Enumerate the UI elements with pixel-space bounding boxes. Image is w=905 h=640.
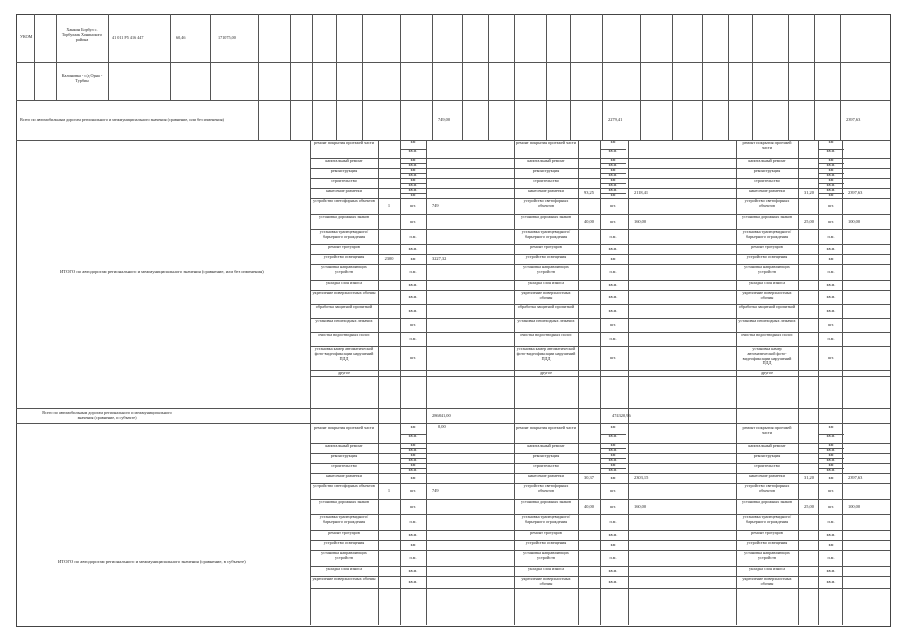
unit-label: кв.м. xyxy=(608,532,618,537)
cost-value: 2118,41 xyxy=(634,190,649,195)
work-type-label: установка пешеходных лежачих xyxy=(517,318,575,323)
unit-label: кв.м. xyxy=(826,532,836,537)
work-type-label: ремонт тротуаров xyxy=(530,530,562,535)
unit-label: км xyxy=(828,139,834,144)
unit-label: кв.м. xyxy=(408,568,418,573)
unit-label: кв.м. xyxy=(408,162,418,167)
row-divider xyxy=(310,244,890,245)
work-type-label: нанесение разметки xyxy=(749,473,785,478)
work-type-label: установка дорожных знаков xyxy=(742,214,792,219)
unit-label: км xyxy=(828,424,834,429)
unit-label: кв.м. xyxy=(608,568,618,573)
unit-label: км xyxy=(828,542,834,547)
work-type-label: строительство xyxy=(533,463,559,468)
work-type-label: устройство светофорных объектов xyxy=(744,198,790,208)
quantity-value: 40,00 xyxy=(584,503,594,509)
work-type-label: нанесение разметки xyxy=(326,188,362,193)
unit-label: шт. xyxy=(610,203,616,208)
unit-label: шт. xyxy=(410,203,416,208)
row-divider xyxy=(310,346,890,347)
row-divider xyxy=(310,254,890,255)
cost-value: 160,00 xyxy=(634,218,647,224)
unit-label: шт. xyxy=(610,488,616,493)
work-type-label: устройство освещения xyxy=(525,540,567,545)
road-id: 41 011 Р5 416 447 xyxy=(112,35,144,40)
row-divider xyxy=(310,214,890,215)
unit-label: шт. xyxy=(828,218,834,224)
work-type-label: реконструкция xyxy=(532,453,560,458)
unit-label: кв.м. xyxy=(408,294,418,299)
unit-label: шт. xyxy=(410,322,416,327)
row-divider xyxy=(310,499,890,500)
unit-label: кв.м. xyxy=(826,162,836,167)
unit-label: кв.м. xyxy=(826,308,836,313)
unit-label: км xyxy=(410,192,416,197)
work-type-label: ремонт покрытия проезжей части xyxy=(516,140,576,145)
unit-label: км xyxy=(610,177,616,182)
unit-label: км xyxy=(610,424,616,429)
unit-label: кв.м. xyxy=(826,182,836,187)
quantity-value: 25,00 xyxy=(804,218,814,224)
unit-label: км xyxy=(410,167,416,172)
work-type-label: капитальный ремонт xyxy=(527,158,565,163)
work-type-label: ремонт тротуаров xyxy=(328,244,360,249)
row-divider xyxy=(310,318,890,319)
work-type-label: установка трапецевидного/барьерного ограждения xyxy=(521,514,571,524)
quantity-value: 31,20 xyxy=(804,475,814,480)
cost-value: 3227,32 xyxy=(432,256,447,261)
unit-label: км xyxy=(410,139,416,144)
unit-label: шт. xyxy=(828,488,834,493)
unit-label: п.м. xyxy=(827,555,835,560)
work-type-label: установка направляющих устройств xyxy=(744,264,790,274)
unit-label: кв.м. xyxy=(608,294,618,299)
unit-label: кв.м. xyxy=(608,579,618,584)
work-type-label: другое xyxy=(761,370,773,375)
itogo-label-2: ИТОГО по автодорогам регионального и межмуниципального значения (сравнение, в субъекте) xyxy=(58,559,246,564)
work-type-label: устройство освещения xyxy=(746,254,788,259)
unit-label: кв.м. xyxy=(608,148,618,153)
work-type-label: очистка водоотводных полос xyxy=(741,332,793,337)
unit-label: кв.м. xyxy=(826,294,836,299)
work-type-label: установка направляющих устройств xyxy=(523,550,569,560)
row-divider xyxy=(310,370,890,371)
unit-label: п.м. xyxy=(609,233,617,239)
unit-label: шт. xyxy=(828,203,834,208)
unit-label: п.м. xyxy=(409,519,417,524)
unit-label: км xyxy=(828,462,834,467)
work-type-label: ремонт покрытия проезжей части xyxy=(314,140,374,145)
unit-label: шт. xyxy=(410,218,416,224)
work-type-label: ремонт покрытия проезжей части xyxy=(742,140,792,150)
work-type-label: нанесение разметки xyxy=(326,473,362,478)
work-type-label: установка дорожных знаков xyxy=(319,499,369,504)
work-type-label: установка направляющих устройств xyxy=(744,550,790,560)
unit-label: кв.м. xyxy=(408,433,418,438)
unit-label: п.м. xyxy=(409,555,417,560)
unit-label: км xyxy=(610,452,616,457)
road-cost: 171075,00 xyxy=(218,35,236,40)
unit-label: км xyxy=(610,462,616,467)
quantity-value: 2300 xyxy=(384,256,394,261)
work-type-label: реконструкция xyxy=(330,168,358,173)
unit-label: кв.м. xyxy=(408,467,418,472)
quantity-value: 31,20 xyxy=(804,190,814,195)
unit-label: км xyxy=(610,442,616,447)
work-type-label: ремонт тротуаров xyxy=(530,244,562,249)
road-code: УКОМ xyxy=(20,34,33,39)
unit-label: км xyxy=(828,256,834,261)
work-type-label: нанесение разметки xyxy=(528,473,564,478)
work-type-label: реконструкция xyxy=(532,168,560,173)
unit-label: кв.м. xyxy=(608,447,618,452)
unit-label: км xyxy=(610,157,616,162)
row-divider xyxy=(310,304,890,305)
unit-label: шт. xyxy=(410,503,416,509)
unit-label: кв.м. xyxy=(826,457,836,462)
work-type-label: укладка слоя износа xyxy=(527,280,565,285)
work-type-label: устройство светофорных объектов xyxy=(523,198,569,208)
unit-label: кв.м. xyxy=(408,457,418,462)
unit-label: км xyxy=(410,462,416,467)
unit-label: км xyxy=(610,139,616,144)
cost-value: 2397,63 xyxy=(848,475,863,480)
unit-label: п.м. xyxy=(609,519,617,524)
work-type-label: нанесение разметки xyxy=(749,188,785,193)
row-divider xyxy=(310,566,890,567)
work-type-label: очистка водоотводных полос xyxy=(318,332,370,337)
work-type-label: строительство xyxy=(754,463,780,468)
unit-label: кв.м. xyxy=(826,467,836,472)
regional-total-a: 749,00 xyxy=(438,117,451,122)
row-divider xyxy=(310,514,890,515)
work-type-label: ремонт покрытия проезжей части xyxy=(314,425,374,430)
unit-label: кв.м. xyxy=(408,148,418,153)
unit-label: кв.м. xyxy=(608,162,618,167)
unit-label: п.м. xyxy=(827,519,835,524)
regional-total-a2-2: 0,00 xyxy=(438,424,446,429)
unit-label: км xyxy=(410,442,416,447)
unit-label: кв.м. xyxy=(826,246,836,251)
work-type-label: устройство светофорных объектов xyxy=(744,483,790,493)
unit-label: шт. xyxy=(610,355,616,360)
work-type-label: капитальный ремонт xyxy=(748,443,786,448)
unit-label: кв.м. xyxy=(826,568,836,573)
work-type-label: ремонт тротуаров xyxy=(328,530,360,535)
cost-value: 749 xyxy=(432,203,439,208)
unit-label: кв.м. xyxy=(408,172,418,177)
unit-label: кв.м. xyxy=(826,447,836,452)
cost-value: 100,00 xyxy=(848,503,861,509)
unit-label: кв.м. xyxy=(408,308,418,313)
unit-label: км xyxy=(410,424,416,429)
work-type-label: укладка слоя износа xyxy=(527,566,565,571)
work-type-label: реконструкция xyxy=(753,453,781,458)
work-type-label: укладка слоя износа xyxy=(748,280,786,285)
work-type-label: реконструкция xyxy=(330,453,358,458)
work-type-label: капитальный ремонт xyxy=(325,443,363,448)
unit-label: кв.м. xyxy=(408,282,418,287)
unit-label: п.м. xyxy=(827,269,835,274)
row-divider xyxy=(310,280,890,281)
work-type-label: укрепление поверхностных обочин xyxy=(521,290,571,300)
regional-total-label-2: Всего по автомобильным дорогам регионального и межмуниципального значения (сравнение, и субъекте) xyxy=(42,410,172,420)
unit-label: шт. xyxy=(610,218,616,224)
work-type-label: установка трапецевидного/барьерного ограждения xyxy=(742,514,792,524)
work-type-label: ремонт тротуаров xyxy=(751,530,783,535)
row-divider xyxy=(310,264,890,265)
unit-label: кв.м. xyxy=(608,187,618,192)
work-type-label: капитальный ремонт xyxy=(325,158,363,163)
row-divider xyxy=(310,483,890,484)
unit-label: км xyxy=(410,452,416,457)
road-length: 60,46 xyxy=(176,35,186,40)
unit-label: кв.м. xyxy=(608,182,618,187)
unit-label: км xyxy=(828,177,834,182)
row-divider xyxy=(310,550,890,551)
unit-label: км xyxy=(828,157,834,162)
row-divider xyxy=(310,473,890,474)
unit-label: кв.м. xyxy=(826,172,836,177)
unit-label: кв.м. xyxy=(826,187,836,192)
unit-label: кв.м. xyxy=(608,467,618,472)
row-divider xyxy=(310,376,890,377)
unit-label: кв.м. xyxy=(408,447,418,452)
unit-label: км xyxy=(828,475,834,480)
unit-label: шт. xyxy=(828,503,834,509)
work-type-label: установка дорожных знаков xyxy=(521,499,571,504)
row-divider xyxy=(310,588,890,589)
unit-label: км xyxy=(410,177,416,182)
work-type-label: нанесение разметки xyxy=(528,188,564,193)
unit-label: кв.м. xyxy=(826,282,836,287)
unit-label: кв.м. xyxy=(826,148,836,153)
row-divider xyxy=(310,332,890,333)
unit-label: п.м. xyxy=(827,336,835,341)
work-type-label: устройство светофорных объектов xyxy=(313,198,375,203)
unit-label: шт. xyxy=(410,355,416,360)
regional-total-b: 2279,41 xyxy=(608,117,623,122)
work-type-label: строительство xyxy=(331,178,357,183)
work-type-label: укрепление поверхностных обочин xyxy=(742,290,792,300)
work-type-label: укладка слоя износа xyxy=(748,566,786,571)
work-type-label: очистка водоотводных полос xyxy=(520,332,572,337)
unit-label: п.м. xyxy=(609,555,617,560)
unit-label: шт. xyxy=(828,322,834,327)
work-type-label: обработка защитной пропиткой xyxy=(517,304,575,309)
unit-label: шт. xyxy=(610,503,616,509)
unit-label: кв.м. xyxy=(608,172,618,177)
work-type-label: установка пешеходных лежачих xyxy=(738,318,796,323)
unit-label: п.м. xyxy=(409,336,417,341)
work-type-label: установка направляющих устройств xyxy=(321,264,367,274)
unit-label: кв.м. xyxy=(608,433,618,438)
work-type-label: установка направляющих устройств xyxy=(523,264,569,274)
unit-label: км xyxy=(610,542,616,547)
unit-label: п.м. xyxy=(609,336,617,341)
cost-value: 160,00 xyxy=(634,503,647,509)
work-type-label: установка камер автоматической фото-видеофиксации нарушений ПДД xyxy=(314,346,374,361)
work-type-label: ремонт тротуаров xyxy=(751,244,783,249)
unit-label: км xyxy=(610,256,616,261)
row-divider xyxy=(310,290,890,291)
unit-label: кв.м. xyxy=(608,308,618,313)
unit-label: шт. xyxy=(410,488,416,493)
work-type-label: установка пешеходных лежачих xyxy=(315,318,373,323)
work-type-label: устройство освещения xyxy=(746,540,788,545)
work-type-label: установка трапецевидного/барьерного ограждения xyxy=(742,229,792,239)
row-divider xyxy=(310,540,890,541)
regional-total-label: Всего по автомобильным дорогам регионального и межмуниципального значения (сравнение, или без изменения) xyxy=(20,117,224,122)
work-type-label: установка трапецевидного/барьерного ограждения xyxy=(319,229,369,239)
unit-label: км xyxy=(610,167,616,172)
work-type-label: установка направляющих устройств xyxy=(321,550,367,560)
unit-label: кв.м. xyxy=(608,282,618,287)
unit-label: кв.м. xyxy=(408,187,418,192)
work-type-label: обработка защитной пропиткой xyxy=(738,304,796,309)
unit-label: п.м. xyxy=(409,269,417,274)
quantity-value: 1 xyxy=(387,203,391,208)
unit-label: кв.м. xyxy=(608,246,618,251)
unit-label: п.м. xyxy=(409,233,417,239)
unit-label: кв.м. xyxy=(608,457,618,462)
row-divider xyxy=(310,576,890,577)
work-type-label: установка дорожных знаков xyxy=(742,499,792,504)
unit-label: п.м. xyxy=(827,233,835,239)
work-type-label: укрепление поверхностных обочин xyxy=(742,576,792,586)
unit-label: кв.м. xyxy=(408,182,418,187)
unit-label: км xyxy=(410,256,416,261)
unit-label: шт. xyxy=(610,322,616,327)
work-type-label: другое xyxy=(540,370,552,375)
work-type-label: ремонт покрытия проезжей части xyxy=(742,425,792,435)
work-type-label: укрепление поверхностных обочин xyxy=(312,576,376,581)
work-type-label: устройство освещения xyxy=(323,254,365,259)
unit-label: шт. xyxy=(828,355,834,360)
cost-value: 749 xyxy=(432,488,439,493)
unit-label: кв.м. xyxy=(408,246,418,251)
work-type-label: устройство светофорных объектов xyxy=(313,483,375,488)
unit-label: км xyxy=(828,452,834,457)
unit-label: км xyxy=(828,442,834,447)
unit-label: км xyxy=(828,192,834,197)
work-type-label: укладка слоя износа xyxy=(325,566,363,571)
work-type-label: устройство светофорных объектов xyxy=(523,483,569,493)
unit-label: км xyxy=(610,475,616,480)
work-type-label: установка дорожных знаков xyxy=(521,214,571,219)
unit-label: кв.м. xyxy=(408,532,418,537)
work-type-label: установка камер автоматической фото-видеофиксации нарушений ПДД xyxy=(742,346,792,366)
work-type-label: реконструкция xyxy=(753,168,781,173)
work-type-label: устройство освещения xyxy=(323,540,365,545)
row-divider xyxy=(310,229,890,230)
regional-total-b-2: 474320,96 xyxy=(612,413,631,418)
work-type-label: обработка защитной пропиткой xyxy=(315,304,373,309)
work-type-label: строительство xyxy=(331,463,357,468)
road-name: Ханкин Борбул с. Торбулаак Хонинского района xyxy=(61,27,103,42)
work-type-label: капитальный ремонт xyxy=(748,158,786,163)
row-divider xyxy=(310,198,890,199)
work-type-label: строительство xyxy=(754,178,780,183)
cost-value: 2397,63 xyxy=(848,190,863,195)
unit-label: км xyxy=(410,157,416,162)
unit-label: кв.м. xyxy=(826,433,836,438)
quantity-value: 25,00 xyxy=(804,503,814,509)
cost-value: 2303,15 xyxy=(634,475,649,480)
work-type-label: установка трапецевидного/барьерного ограждения xyxy=(319,514,369,524)
quantity-value: 40,00 xyxy=(584,218,594,224)
work-type-label: капитальный ремонт xyxy=(527,443,565,448)
unit-label: км xyxy=(410,542,416,547)
itogo-label: ИТОГО по автодорогам регионального и межмуниципального значения (сравнение, или без изменения) xyxy=(60,269,264,274)
row-divider xyxy=(310,530,890,531)
unit-label: кв.м. xyxy=(408,579,418,584)
work-type-label: ремонт покрытия проезжей части xyxy=(516,425,576,430)
work-type-label: укрепление поверхностных обочин xyxy=(521,576,571,586)
quantity-value: 93,25 xyxy=(584,190,594,195)
regional-total-c: 2397,63 xyxy=(846,117,861,122)
work-type-label: установка трапецевидного/барьерного ограждения xyxy=(521,229,571,239)
work-type-label: укладка слоя износа xyxy=(325,280,363,285)
unit-label: км xyxy=(410,475,416,480)
unit-label: п.м. xyxy=(609,269,617,274)
work-type-label: установка дорожных знаков xyxy=(319,214,369,219)
unit-label: км xyxy=(828,167,834,172)
quantity-value: 1 xyxy=(387,488,391,493)
road2-name: Калиновка - с/д Орна - Турбин xyxy=(61,73,103,83)
work-type-label: укрепление поверхностных обочин xyxy=(312,290,376,295)
work-type-label: установка камер автоматической фото-видеофиксации нарушений ПДД xyxy=(516,346,576,361)
work-type-label: другое xyxy=(338,370,350,375)
regional-total-a-2: 286841,00 xyxy=(432,413,451,418)
unit-label: км xyxy=(610,192,616,197)
cost-value: 100,00 xyxy=(848,218,861,224)
work-type-label: строительство xyxy=(533,178,559,183)
work-type-label: устройство освещения xyxy=(525,254,567,259)
quantity-value: 30,37 xyxy=(584,475,594,480)
unit-label: кв.м. xyxy=(826,579,836,584)
